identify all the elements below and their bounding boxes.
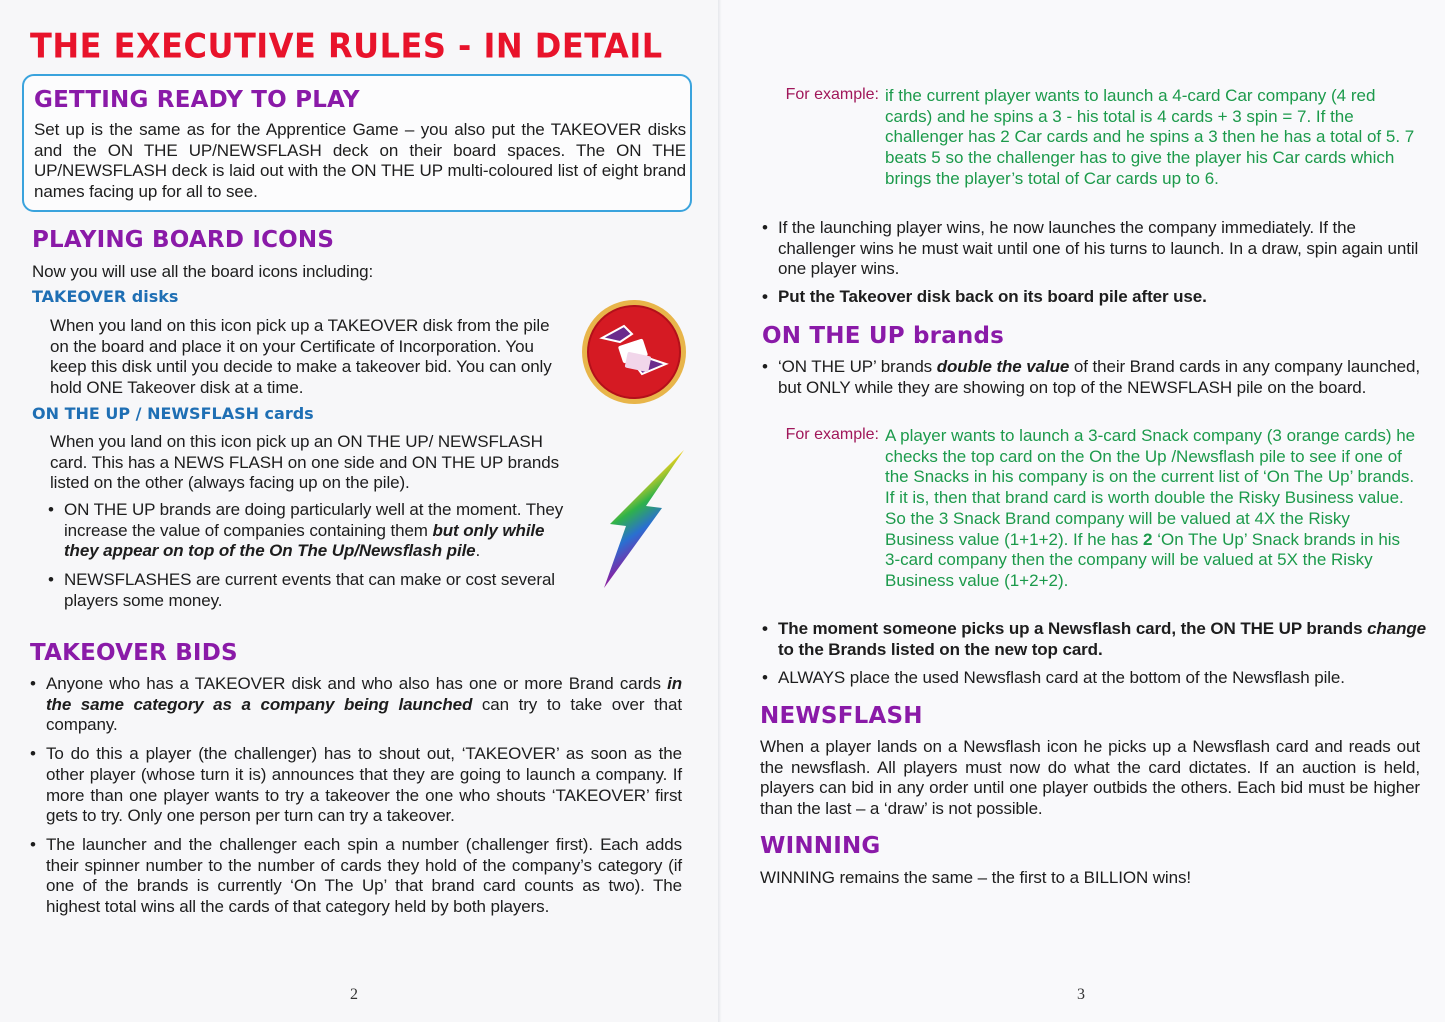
bullet-text: The moment someone picks up a Newsflash card, the ON THE UP brands <box>778 619 1363 638</box>
example-text-a: A player wants to launch a 3-card Snack company (3 orange cards) he checks the top card on the On the Up /Newsflash pile to see if one of the Snacks in his company is on the current list of ‘On The Up’ brands. If it is, then that brand card is worth double the Risky Business value. So the 3 Snack Brand company will be valued at 4X the Risky Business value (1+1+2). If he has <box>885 426 1416 549</box>
takeover-disks-heading: TAKEOVER disks <box>32 287 179 306</box>
takeover-bids-list <box>30 674 682 918</box>
example-takeover <box>762 86 1417 190</box>
example-bold: 2 <box>1143 529 1153 549</box>
bullet-text: ON THE UP brands are doing particularly well at the moment. They increase the value of companies containing them <box>64 500 564 540</box>
takeover-bids-heading: TAKEOVER BIDS <box>30 640 238 666</box>
list-item: • The launcher and the challenger each spin a number (challenger first). Each adds their spinner number to the number of cards they hold of the company’s category (if one of the brands is currently ‘On The Up’ that brand card counts as two). The highest total wins all the cards of that category held by both players. <box>30 835 682 918</box>
brands-bullets-2 <box>762 619 1427 689</box>
example-text <box>885 426 1417 592</box>
list-item <box>762 357 1424 398</box>
bullet-end: to the Brands listed on the new top card. <box>778 639 1103 659</box>
bullet-emphasis: but only while they appear on top of the On The Up/Newsflash pile <box>64 520 545 561</box>
list-item: • If the launching player wins, he now launches the company immediately. If the challenger wins he must wait until one of his turns to launch. In a draw, spin again until one player wins. <box>762 218 1422 280</box>
takeover-disk-icon <box>580 298 688 406</box>
bullet-emphasis: in the same category as a company being launched <box>46 674 682 714</box>
list-item <box>48 500 580 562</box>
board-icons-intro: Now you will use all the board icons including: <box>32 262 374 281</box>
list-item <box>762 619 1427 660</box>
getting-ready-box <box>22 74 692 212</box>
brands-bullet <box>762 357 1424 398</box>
launch-bullets <box>762 218 1422 308</box>
bullet-end: can try to take over that company. <box>46 694 682 735</box>
newsflash-heading: NEWSFLASH <box>760 703 923 729</box>
bullet-emphasis: double the value <box>936 357 1070 376</box>
on-the-up-brands-heading: ON THE UP brands <box>762 323 1005 349</box>
list-item <box>30 674 682 736</box>
bullet-end: . <box>475 541 481 561</box>
getting-ready-text: Set up is the same as for the Apprentice Game – you also put the TAKEOVER disks and the ON THE UP/NEWSFLASH deck on their board spaces. The ON THE UP/NEWSFLASH deck is laid out with the ON THE UP multi-coloured list of eight brand names facing up for all to see. <box>34 120 686 202</box>
example-brands <box>762 426 1417 592</box>
getting-ready-heading: GETTING READY TO PLAY <box>34 87 360 113</box>
list-item: • NEWSFLASHES are current events that can make or cost several players some money. <box>48 570 580 611</box>
bullet-emphasis: change <box>1367 619 1426 638</box>
list-item: • To do this a player (the challenger) has to shout out, ‘TAKEOVER’ as soon as the other player (whose turn it is) announces that they are going to launch a company. If more than one player wants to try a takeover the one who shouts ‘TAKEOVER’ first gets to try. Only one person per turn can try a takeover. <box>30 744 682 827</box>
bullet-end: of their Brand cards in any company launched, but ONLY while they are showing on top of the NEWSFLASH pile on the board. <box>778 357 1420 397</box>
page-number: 2 <box>350 986 358 1003</box>
bullet-text: Anyone who has a TAKEOVER disk and who also has one or more Brand cards <box>46 674 661 693</box>
lightning-bolt-icon <box>596 448 690 590</box>
example-text-b: ‘On The Up’ Snack brands in his 3-card company then the company will be valued at 5X the Risky Business value (1+2+2). <box>885 529 1401 590</box>
page-title: THE EXECUTIVE RULES - IN DETAIL <box>30 26 663 66</box>
takeover-disks-text: When you land on this icon pick up a TAKEOVER disk from the pile on the board and place it on your Certificate of Incorporation. You keep this disk until you decide to make a takeover bid. You can only hold ONE Takeover disk at a time. <box>50 316 552 398</box>
on-the-up-bullets <box>48 500 580 612</box>
right-page <box>722 0 1445 1022</box>
left-page <box>0 0 722 1022</box>
example-label: For example: <box>785 426 879 443</box>
list-item: • ALWAYS place the used Newsflash card at the bottom of the Newsflash pile. <box>762 668 1427 689</box>
example-label: For example: <box>785 86 879 103</box>
newsflash-text: When a player lands on a Newsflash icon he picks up a Newsflash card and reads out the newsflash. All players must now do what the card dictates. If an auction is held, players can bid in any order until one player outbids the others. Each bid must be higher than the last – a ‘draw’ is not possible. <box>760 737 1420 819</box>
winning-heading: WINNING <box>760 833 881 859</box>
board-icons-heading: PLAYING BOARD ICONS <box>32 227 335 253</box>
page-number: 3 <box>1077 986 1085 1003</box>
bullet-text: ‘ON THE UP’ brands <box>778 357 933 376</box>
on-the-up-text: When you land on this icon pick up an ON THE UP/ NEWSFLASH card. This has a NEWS FLASH on one side and ON THE UP brands listed on the other (always facing up on the pile). <box>50 432 559 493</box>
winning-text: WINNING remains the same – the first to a BILLION wins! <box>760 868 1191 887</box>
on-the-up-heading: ON THE UP / NEWSFLASH cards <box>32 404 314 423</box>
example-text: if the current player wants to launch a 4-card Car company (4 red cards) and he spins a 3 - his total is 4 cards + 3 spin = 7. If the challenger has 2 Car cards and he spins a 3 then he has a total of 5. 7 beats 5 so the challenger has to give the player his Car cards which brings the player’s total of Car cards up to 6. <box>885 86 1415 188</box>
list-item: • Put the Takeover disk back on its board pile after use. <box>762 287 1422 308</box>
